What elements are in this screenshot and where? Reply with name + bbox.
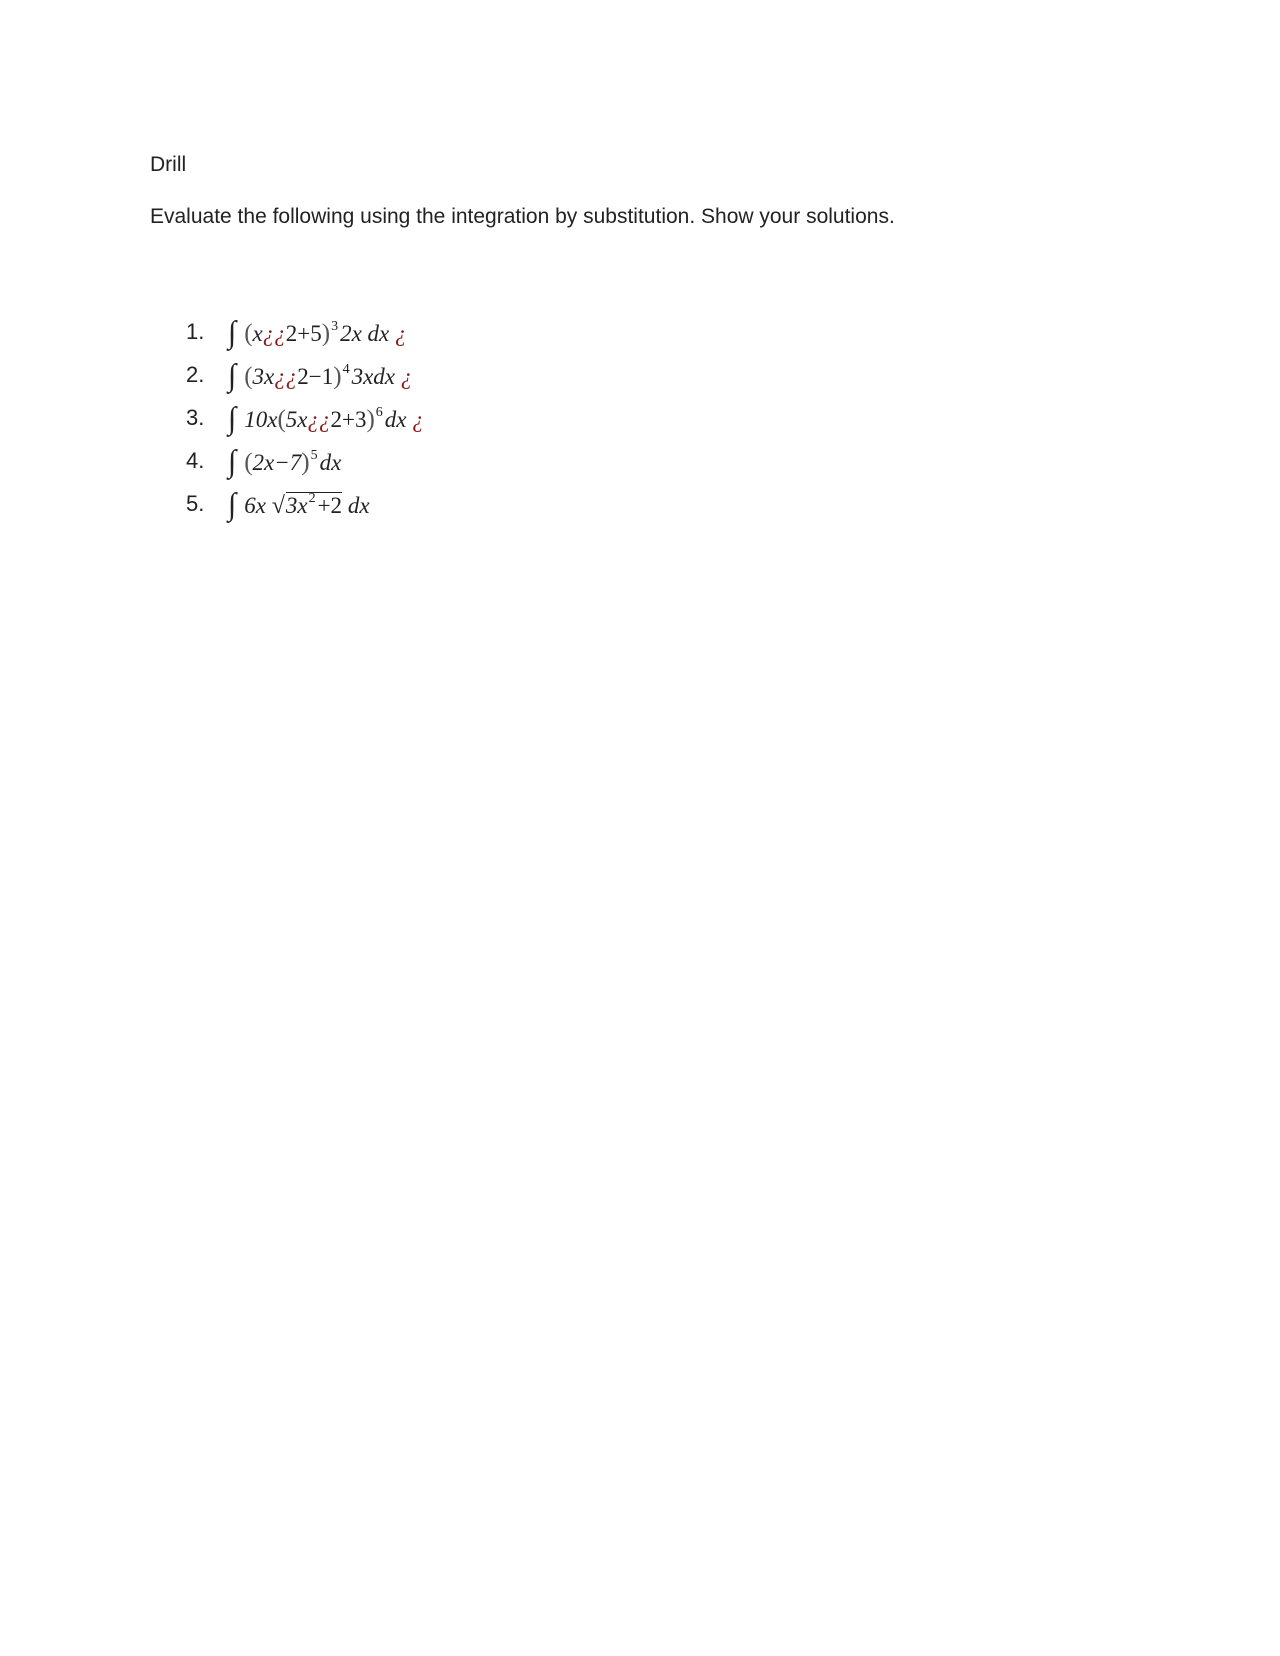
document-heading: Drill [150,153,187,176]
prefix-term: 6x [244,492,266,518]
tail-term: 2x dx [340,320,390,346]
garbled-glyph: ¿¿ [262,320,286,346]
close-paren: ) [333,362,342,390]
garbled-glyph: ¿ [412,406,424,432]
problem-number: 3. [186,404,205,430]
problem-expression [228,444,341,478]
problem-expression [228,358,412,392]
integral-sign: ∫ [228,443,237,479]
open-paren: ( [244,448,253,476]
open-paren: ( [244,362,253,390]
problem-item-3 [186,396,424,439]
exponent: 2 [308,490,316,506]
square-root [272,492,342,521]
inner-term: 3x [252,363,275,389]
inner-term: x [252,320,263,346]
problem-number: 2. [186,361,205,387]
problem-expression [228,401,424,435]
inner-rest: 2+3 [330,406,367,432]
problem-item-2 [186,353,424,396]
problem-item-4 [186,439,424,482]
garbled-glyph: ¿ [400,363,413,389]
instructions-text: Evaluate the following using the integration by substitution. Show your solutions. [150,205,895,228]
problem-item-5 [186,482,424,525]
tail-term: 3xdx [351,363,395,389]
garbled-glyph: ¿¿ [274,363,298,389]
inner-term: 2x−7 [252,449,302,475]
exponent: 6 [375,404,383,420]
problem-list [186,310,424,525]
garbled-glyph: ¿ [395,320,407,346]
exponent: 5 [310,447,318,463]
close-paren: ) [321,319,331,347]
problem-number: 5. [186,490,205,516]
tail-term: dx [384,406,407,432]
problem-expression [228,315,407,349]
inner-term: 5x [285,406,308,432]
prefix-term: 10x [244,406,278,432]
integral-sign: ∫ [228,486,237,522]
integral-sign: ∫ [228,314,237,350]
integral-sign: ∫ [228,357,237,393]
garbled-glyph: ¿¿ [307,406,331,432]
open-paren: ( [277,405,286,433]
exponent: 3 [331,318,339,334]
tail-term: dx [319,449,342,475]
inner-rest: 2−1 [297,363,334,389]
radicand-base: 3x [285,492,308,518]
problem-expression [228,487,370,521]
problem-number: 1. [186,318,205,344]
exponent: 4 [342,361,350,377]
integral-sign: ∫ [228,400,237,436]
close-paren: ) [301,448,310,476]
radicand-rest: +2 [317,492,343,518]
problem-item-1 [186,310,424,353]
radical-sign: √ [271,492,285,519]
tail-term: dx [347,492,370,518]
open-paren: ( [244,319,253,347]
radicand [286,492,342,521]
inner-rest: 2+5 [285,320,322,346]
problem-number: 4. [186,447,205,473]
close-paren: ) [366,405,375,433]
